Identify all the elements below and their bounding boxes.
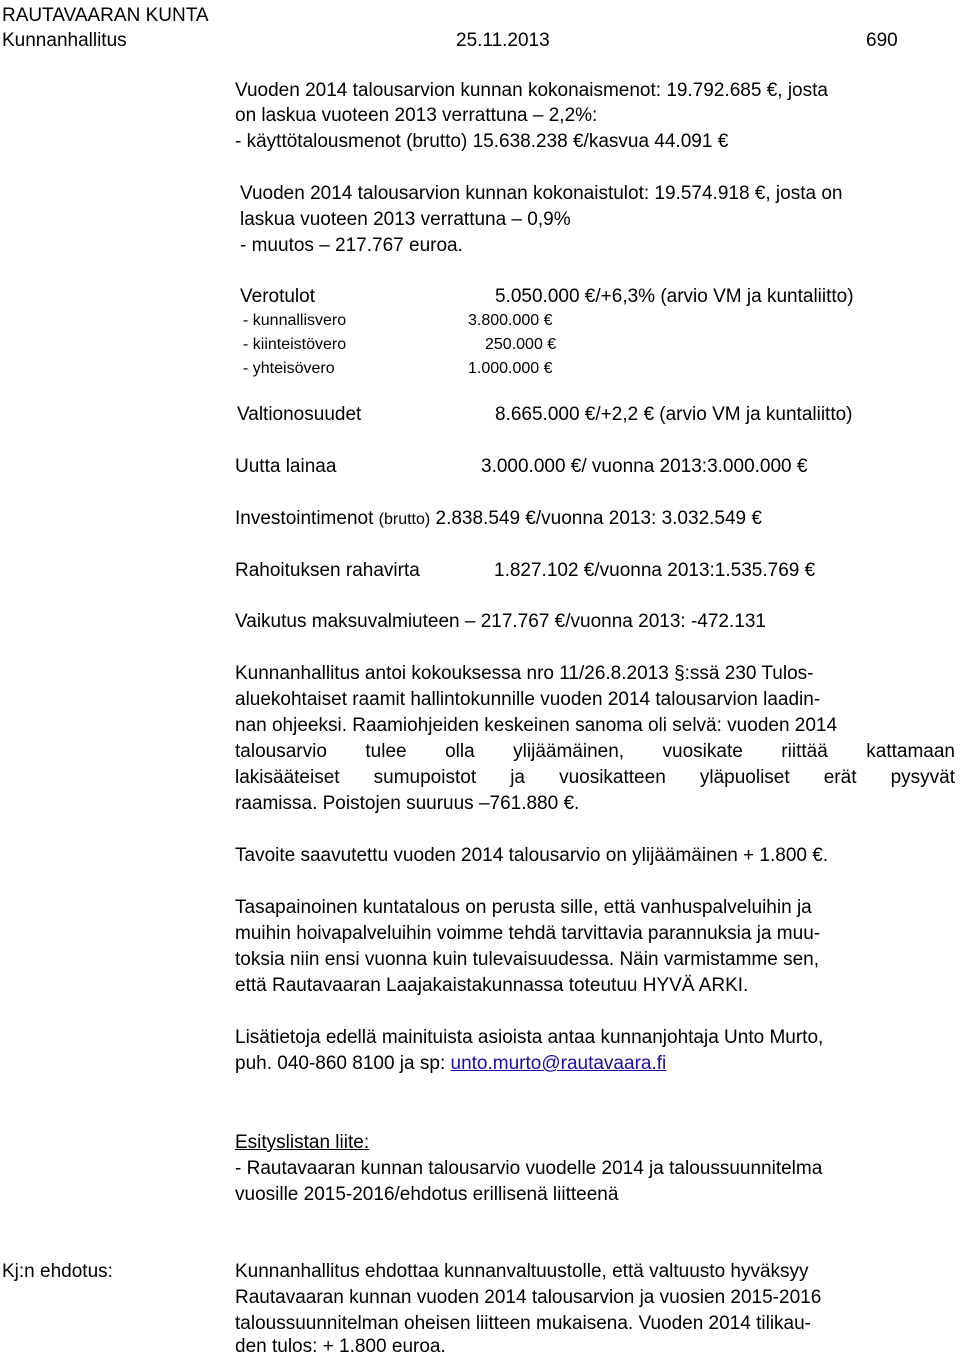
attachments-title [235, 1131, 369, 1155]
paragraph-balance-line: toksia niin ensi vuonna kuin tulevaisuudessa. Näin varmistamme sen, [235, 949, 820, 970]
organization-name: RAUTAVAARAN KUNTA [2, 5, 209, 26]
tax-item-value: 250.000 € [485, 336, 557, 353]
expenses-line-1: Vuoden 2014 talousarvion kunnan kokonaismenot: 19.792.685 €, josta [235, 80, 828, 101]
paragraph-budget-frame-line: talousarvio tulee olla ylijäämäinen, vuosikate riittää kattamaan [235, 741, 955, 762]
tax-item-label: - kiinteistövero [243, 336, 347, 353]
expenses-line-2: on laskua vuoteen 2013 verrattuna – 2,2%: [235, 105, 598, 126]
proposal-line: Rautavaaran kunnan vuoden 2014 talousarvion ja vuosien 2015-2016 [235, 1287, 822, 1308]
committee-name: Kunnanhallitus [2, 30, 127, 51]
page-number: 690 [866, 30, 898, 51]
tax-value: 5.050.000 €/+6,3% (arvio VM ja kuntaliitto) [495, 286, 854, 307]
investments-label-note: (brutto) [378, 511, 431, 528]
attachments-title-text: Esityslistan liite: [235, 1132, 370, 1153]
state-subsidy-label: Valtionosuudet [237, 404, 362, 425]
attachment-item: - Rautavaaran kunnan talousarvio vuodelle 2014 ja taloussuunnitelma [235, 1158, 823, 1179]
cashflow-value: 1.827.102 €/vuonna 2013:1.535.769 € [494, 560, 816, 581]
contact-line [235, 1052, 666, 1076]
expenses-line-3: - käyttötalousmenot (brutto) 15.638.238 €/kasvua 44.091 € [235, 131, 729, 152]
tax-label: Verotulot [240, 286, 315, 307]
income-line-1: Vuoden 2014 talousarvion kunnan kokonaistulot: 19.574.918 €, josta on [240, 183, 843, 204]
contact-line: Lisätietoja edellä mainituista asioista antaa kunnanjohtaja Unto Murto, [235, 1027, 824, 1048]
attachment-item: vuosille 2015-2016/ehdotus erillisenä liitteenä [235, 1184, 619, 1205]
proposal-line: den tulos: + 1.800 euroa. [235, 1336, 446, 1357]
investments-label: Investointimenot [235, 508, 374, 529]
contact-phone: puh. 040-860 8100 ja sp: [235, 1053, 451, 1074]
proposal-line: taloussuunnitelman oheisen liitteen mukaisena. Vuoden 2014 tilikau- [235, 1313, 812, 1334]
new-loans-label: Uutta lainaa [235, 456, 337, 477]
paragraph-budget-frame-line: Kunnanhallitus antoi kokouksessa nro 11/26.8.2013 §:ssä 230 Tulos- [235, 663, 814, 684]
investments-row [235, 507, 762, 531]
proposal-label: Kj:n ehdotus: [2, 1261, 113, 1282]
paragraph-budget-frame-line: raamissa. Poistojen suuruus –761.880 €. [235, 793, 580, 814]
tax-item-value: 1.000.000 € [468, 360, 553, 377]
paragraph-budget-frame-line: lakisääteiset sumupoistot ja vuosikatteen yläpuoliset erät pysyvät [235, 767, 955, 788]
paragraph-budget-frame-line: aluekohtaiset raamit hallintokunnille vuoden 2014 talousarvion laadin- [235, 689, 821, 710]
new-loans-value: 3.000.000 €/ vuonna 2013:3.000.000 € [481, 456, 808, 477]
paragraph-balance-line: Tasapainoinen kuntatalous on perusta sille, että vanhuspalveluihin ja [235, 897, 812, 918]
cashflow-label: Rahoituksen rahavirta [235, 560, 420, 581]
tax-item-label: - kunnallisvero [243, 312, 347, 329]
income-line-3: - muutos – 217.767 euroa. [240, 235, 463, 256]
paragraph-balance-line: että Rautavaaran Laajakaistakunnassa toteutuu HYVÄ ARKI. [235, 975, 749, 996]
proposal-line: Kunnanhallitus ehdottaa kunnanvaltuustolle, että valtuusto hyväksyy [235, 1261, 809, 1282]
state-subsidy-value: 8.665.000 €/+2,2 € (arvio VM ja kuntaliitto) [495, 404, 853, 425]
paragraph-balance-line: muihin hoivapalveluihin voimme tehdä tarvittavia parannuksia ja muu- [235, 923, 821, 944]
liquidity-effect: Vaikutus maksuvalmiuteen – 217.767 €/vuonna 2013: -472.131 [235, 611, 766, 632]
tax-item-value: 3.800.000 € [468, 312, 553, 329]
meeting-date: 25.11.2013 [456, 30, 550, 51]
tax-item-label: - yhteisövero [243, 360, 335, 377]
email-link[interactable]: unto.murto@rautavaara.fi [450, 1053, 667, 1074]
paragraph-budget-frame-line: nan ohjeeksi. Raamiohjeiden keskeinen sanoma oli selvä: vuoden 2014 [235, 715, 838, 736]
investments-value: 2.838.549 €/vuonna 2013: 3.032.549 € [435, 508, 762, 529]
income-line-2: laskua vuoteen 2013 verrattuna – 0,9% [240, 209, 571, 230]
paragraph-goal: Tavoite saavutettu vuoden 2014 talousarvio on ylijäämäinen + 1.800 €. [235, 845, 829, 866]
